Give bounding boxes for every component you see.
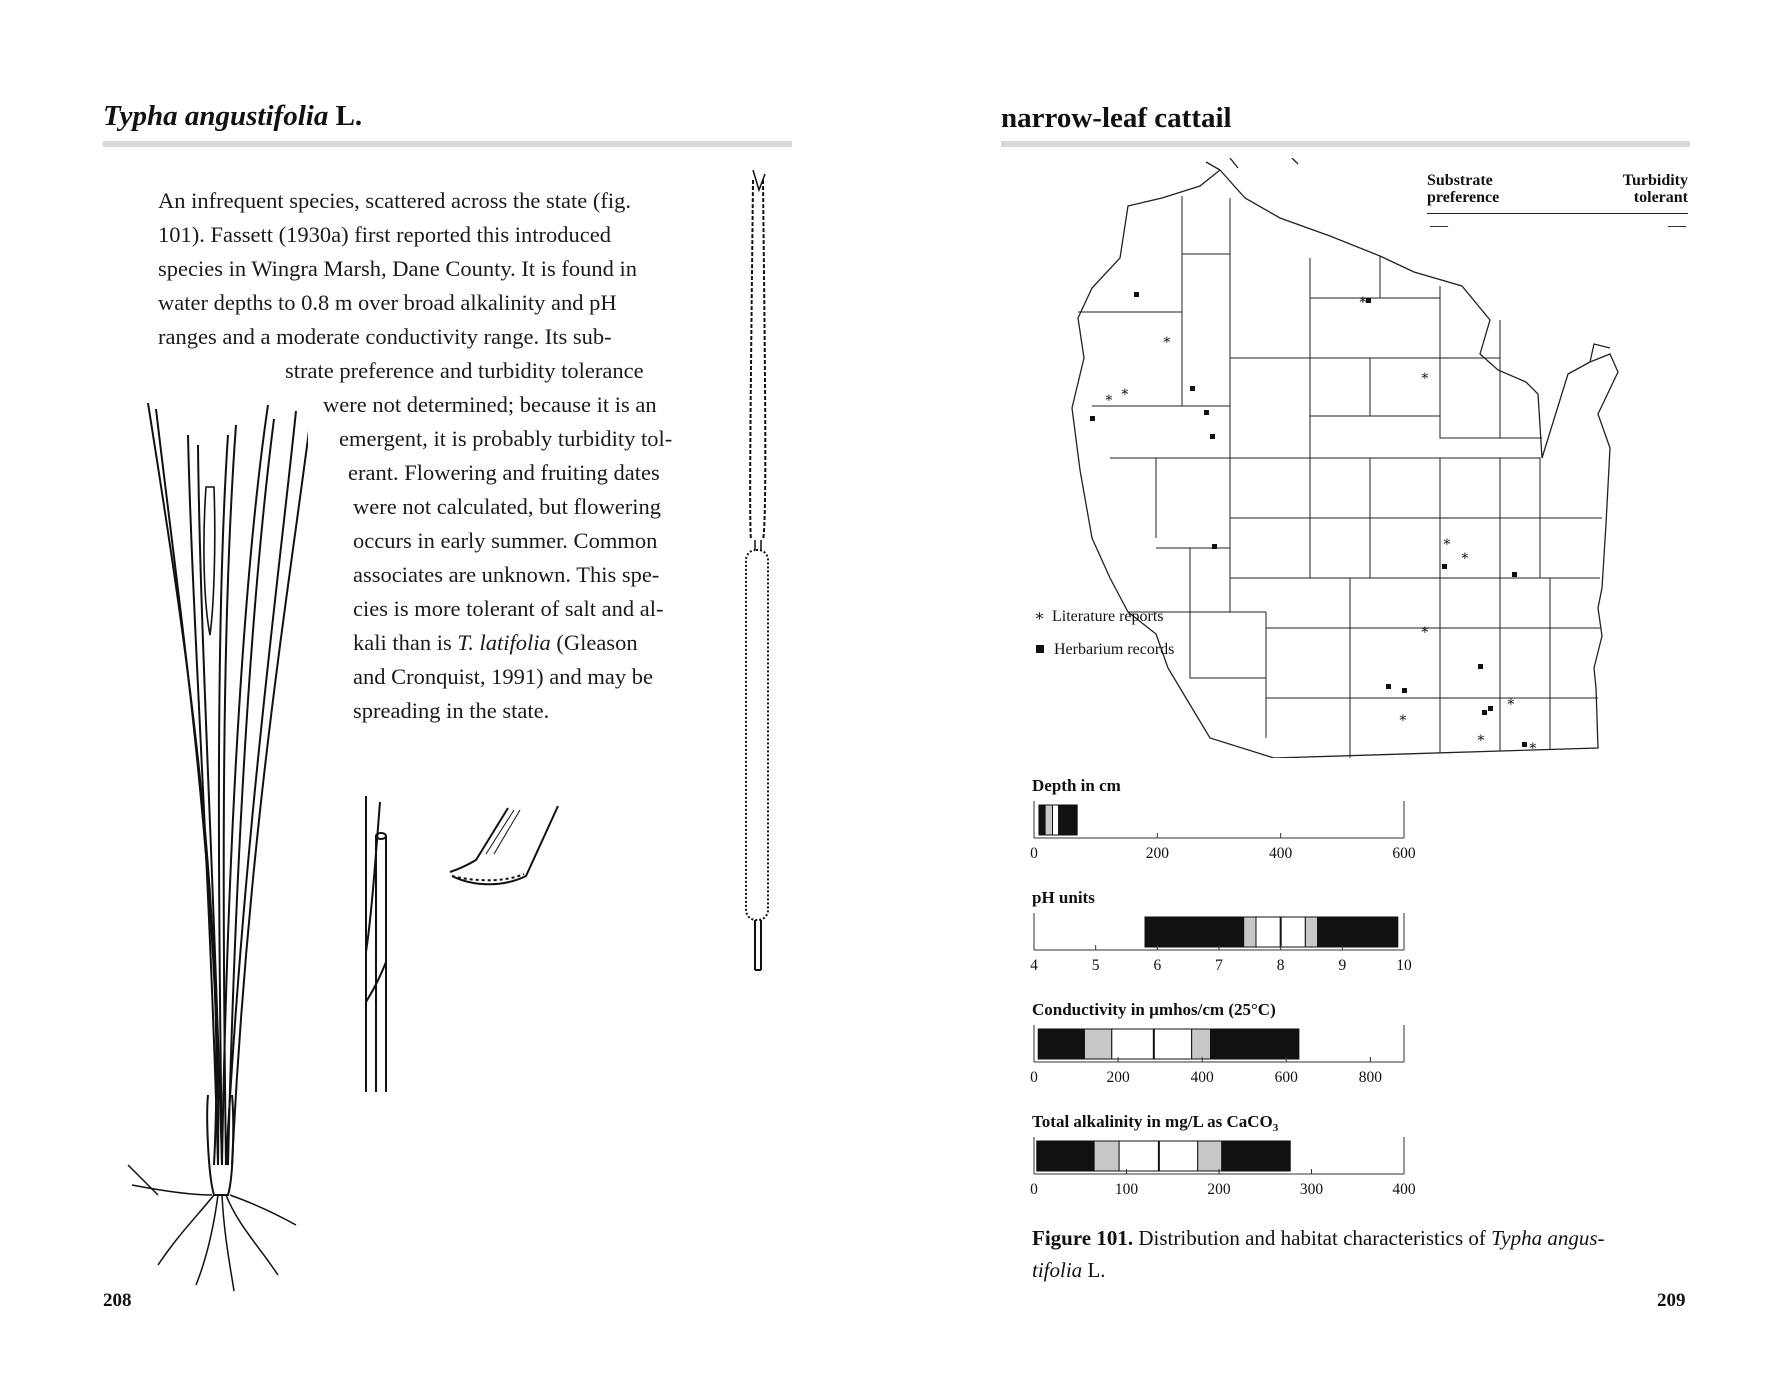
tick-label: 200 (1106, 1069, 1130, 1086)
bar-segment (1305, 917, 1317, 947)
bar-segment (1039, 805, 1045, 835)
bar-segment (1112, 1029, 1154, 1059)
left-title-rule (103, 141, 792, 147)
literature-report-markers (1104, 293, 1538, 754)
text-span: (Gleason (550, 630, 638, 655)
tick-label: 100 (1114, 1181, 1139, 1198)
figure-caption (1032, 1222, 1605, 1286)
species-author: L. (328, 100, 363, 132)
svg-text:∗: ∗ (1476, 731, 1486, 746)
cattail-spike-illustration (733, 170, 783, 980)
tick-label: 200 (1207, 1181, 1231, 1198)
caption-label: Figure 101. (1032, 1226, 1134, 1250)
text-line: water depths to 0.8 m over broad alkalinity and pH (158, 290, 617, 315)
leaf-sheath-illustration (358, 792, 408, 1102)
species-name: Typha angustifolia (103, 100, 329, 132)
bar-chart (1030, 888, 1412, 974)
header-line: preference (1427, 189, 1500, 206)
text-line: associates are unknown. This spe- (353, 562, 660, 587)
caption-italic: Typha angus- (1491, 1226, 1605, 1250)
tick-label: 7 (1215, 957, 1223, 974)
bar-segment (1119, 1141, 1159, 1171)
bar-segment (1256, 917, 1281, 947)
text-line: were not determined; because it is an (323, 392, 657, 417)
tick-label: 4 (1030, 957, 1038, 974)
tick-label: 9 (1338, 957, 1347, 974)
chart-title: Depth in cm (1032, 776, 1121, 795)
chart-title: Total alkalinity in mg/L as CaCO$_3$ (1032, 1112, 1279, 1134)
text-line: and Cronquist, 1991) and may be (353, 664, 653, 689)
legend-label: Literature reports (1052, 608, 1164, 625)
svg-text:∗: ∗ (1528, 739, 1538, 754)
svg-text:∗: ∗ (1358, 293, 1368, 308)
svg-text:∗: ∗ (1442, 535, 1452, 550)
svg-text:∗: ∗ (1506, 695, 1516, 710)
svg-text:∗: ∗ (1398, 711, 1408, 726)
right-page-number: 209 (1657, 1290, 1686, 1311)
bar-segment (1198, 1141, 1222, 1171)
county-lines (1078, 196, 1602, 758)
text-span: kali than is (353, 630, 458, 655)
tick-label: 600 (1392, 845, 1416, 862)
bar-segment (1154, 1029, 1192, 1059)
tick-label: 800 (1358, 1069, 1382, 1086)
tick-label: 600 (1274, 1069, 1298, 1086)
svg-text:∗: ∗ (1420, 623, 1430, 638)
bar-segment (1145, 917, 1244, 947)
caption-text: Distribution and habitat characteristics of (1133, 1226, 1492, 1250)
bar-segment (1318, 917, 1398, 947)
left-page-title (103, 100, 362, 133)
caption-line (1032, 1222, 1605, 1254)
header-line: Turbidity (1622, 172, 1688, 189)
habitat-bar-charts (1020, 775, 1440, 1215)
text-line: spreading in the state. (353, 698, 550, 723)
text-line: emergent, it is probably turbidity tol- (339, 426, 673, 451)
bar-chart (1030, 1112, 1416, 1198)
left-page-number: 208 (103, 1290, 132, 1311)
tick-label: 10 (1396, 957, 1412, 974)
svg-text:∗: ∗ (1162, 333, 1172, 348)
substrate-preference-value: — (1430, 215, 1448, 235)
bar-segment (1192, 1029, 1211, 1059)
bar-segment (1211, 1029, 1299, 1059)
text-line: strate preference and turbidity tolerance (285, 358, 644, 383)
bar-segment (1159, 1141, 1198, 1171)
chart-title: Conductivity in µmhos/cm (25°C) (1032, 1000, 1276, 1019)
caption-italic: tifolia (1032, 1258, 1083, 1282)
legend-label: Herbarium records (1054, 641, 1175, 658)
tick-label: 400 (1269, 845, 1293, 862)
caption-line (1032, 1254, 1605, 1286)
wisconsin-distribution-map (1070, 158, 1630, 758)
bar-chart (1030, 1000, 1404, 1086)
bar-chart (1030, 776, 1416, 862)
text-line: ranges and a moderate conductivity range. Its sub- (158, 324, 612, 349)
tick-label: 400 (1190, 1069, 1214, 1086)
text-line: were not calculated, but flowering (353, 494, 662, 519)
legend-literature-reports (1034, 606, 1164, 626)
tick-label: 5 (1091, 957, 1100, 974)
chart-title-subscript: 3 (1272, 1122, 1279, 1134)
right-page-title: narrow-leaf cattail (1001, 102, 1232, 134)
chart-title: pH units (1032, 888, 1095, 907)
bar-segment (1059, 805, 1078, 835)
svg-text:∗: ∗ (1460, 549, 1470, 564)
text-line: 101). Fassett (1930a) first reported this introduced (158, 222, 612, 247)
leaf-cross-section-illustration (446, 804, 566, 894)
turbidity-tolerant-value: — (1668, 215, 1686, 235)
text-line: An infrequent species, scattered across the state (fig. (158, 188, 631, 213)
text-line: cies is more tolerant of salt and al- (353, 596, 664, 621)
tick-label: 0 (1030, 1181, 1038, 1198)
tick-label: 0 (1030, 1069, 1038, 1086)
bar-segment (1045, 805, 1052, 835)
header-line: Substrate (1427, 172, 1493, 189)
bar-segment (1244, 917, 1256, 947)
right-title-rule (1001, 141, 1690, 147)
asterisk-icon: ∗ (1034, 608, 1045, 625)
bar-segment (1084, 1029, 1111, 1059)
tick-label: 0 (1030, 845, 1038, 862)
svg-text:∗: ∗ (1420, 369, 1430, 384)
bar-segment (1094, 1141, 1119, 1171)
text-line: occurs in early summer. Common (353, 528, 658, 553)
legend-herbarium-records (1034, 641, 1174, 659)
tick-label: 8 (1276, 957, 1285, 974)
bar-segment (1222, 1141, 1290, 1171)
square-icon (1036, 645, 1044, 653)
state-outline (1072, 170, 1618, 758)
text-line: erant. Flowering and fruiting dates (348, 460, 660, 485)
bar-segment (1038, 1029, 1084, 1059)
text-line: species in Wingra Marsh, Dane County. It is found in (158, 256, 638, 281)
text-span-italic: T. latifolia (457, 630, 551, 655)
tick-label: 400 (1392, 1181, 1416, 1198)
tick-label: 6 (1153, 957, 1162, 974)
caption-text: L. (1082, 1258, 1106, 1282)
text-line (353, 626, 638, 660)
bar-segment (1053, 805, 1059, 835)
tick-label: 300 (1299, 1181, 1324, 1198)
cattail-plant-illustration (118, 395, 308, 1295)
header-line: tolerant (1633, 189, 1688, 206)
bar-segment (1281, 917, 1306, 947)
svg-text:∗: ∗ (1104, 391, 1114, 406)
tick-label: 200 (1145, 845, 1169, 862)
svg-text:∗: ∗ (1120, 385, 1130, 400)
bar-segment (1037, 1141, 1094, 1171)
